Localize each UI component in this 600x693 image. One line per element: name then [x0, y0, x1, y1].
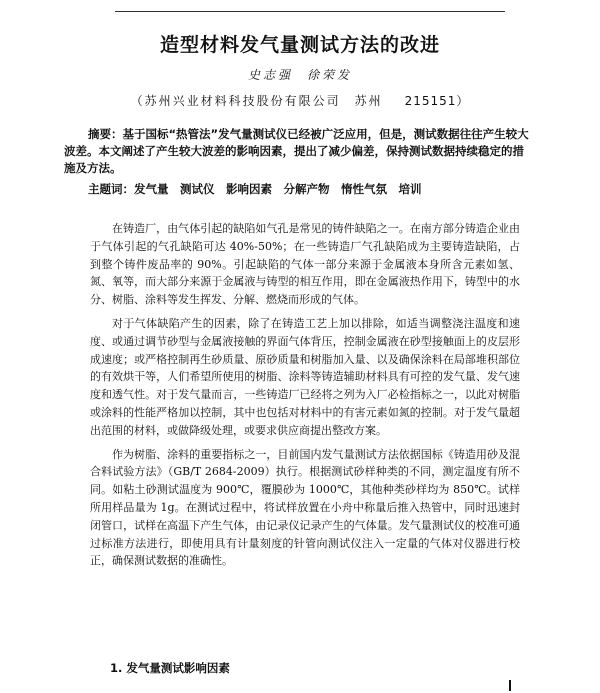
author-name: 史志强: [247, 68, 293, 82]
section-heading: 1. 发气量测试影响因素: [110, 661, 230, 675]
page-edge-mark: [509, 680, 511, 691]
paragraph: 在铸造厂，由气体引起的缺陷如气孔是常见的铸件缺陷之一。在南方部分铸造企业由于气体引起的气孔缺陷可达 40%-50%；在一些铸造厂气孔缺陷成为主要铸造缺陷，占到整个铸件废品率的 90%。引起缺陷的气体一部分来源于金属液本身所含元素如氢、氮、氧等，而大部分来源于金属液与铸型的相互作用，即在金属液热作用下，铸型中的水分、树脂、涂料等发生挥发、分解、燃烧而形成的气体。: [90, 222, 520, 307]
affiliation-zip: 215151）: [404, 94, 470, 108]
header-rule: [115, 11, 505, 12]
paragraph: 作为树脂、涂料的重要指标之一，目前国内发气量测试方法依据国标《铸造用砂及混合料试验方法》（GB/T 2684-2009）执行。根据测试砂样种类的不同，测定温度有所不同。如粘土砂测试温度为 900℃，覆膜砂为 1000℃，其他种类砂样均为 850℃。试样所用样品量为 1g。在测试过程中，将试样放置在小舟中称量后推入热管中，同时迅速封闭管口，试样在高温下产生气体，由记录仪记录产生的气体量。发气量测试仪的校准可通过标准方法进行，即使用具有计量刻度的针管向测试仪注入一定量的气体对仪器进行校正，确保测试数据的准确性。: [90, 447, 520, 568]
affiliation: [0, 92, 600, 109]
affiliation-city: 苏州: [354, 94, 383, 108]
author-name: 徐荣发: [307, 68, 353, 82]
author-list: [0, 66, 600, 83]
body-text: [90, 220, 520, 576]
paragraph: 对于气体缺陷产生的因素，除了在铸造工艺上加以排除，如适当调整浇注温度和速度、或通过调节砂型与金属液接触的界面气体背压，控制金属液在砂型接触面上的皮层形成速度；或严格控制再生砂质量、原砂质量和树脂加入量、以及确保涂料在局部堆积部位的有效烘干等，人们希望所使用的树脂、涂料等铸造辅助材料具有可控的发气量、发气速度和透气性。对于发气量而言，一些铸造厂已经将之列为入厂必检指标之一，以此对树脂或涂料的性能严格加以控制，其中也包括对材料中的有害元素如氮的控制。对于发气量超出范围的材料，或做降级处理，或要求供应商提出整改方案。: [90, 316, 520, 437]
abstract: 摘要：基于国标“热管法”发气量测试仪已经被广泛应用，但是，测试数据往往产生较大波差。本文阐述了产生较大波差的影响因素，提出了减少偏差，保持测试数据持续稳定的措施及方法。: [64, 127, 529, 175]
paper-title: 造型材料发气量测试方法的改进: [159, 34, 440, 56]
affiliation-org: （苏州兴业材料科技股份有限公司: [130, 94, 341, 108]
keywords: 主题词：发气量 测试仪 影响因素 分解产物 惰性气氛 培训: [88, 182, 422, 196]
